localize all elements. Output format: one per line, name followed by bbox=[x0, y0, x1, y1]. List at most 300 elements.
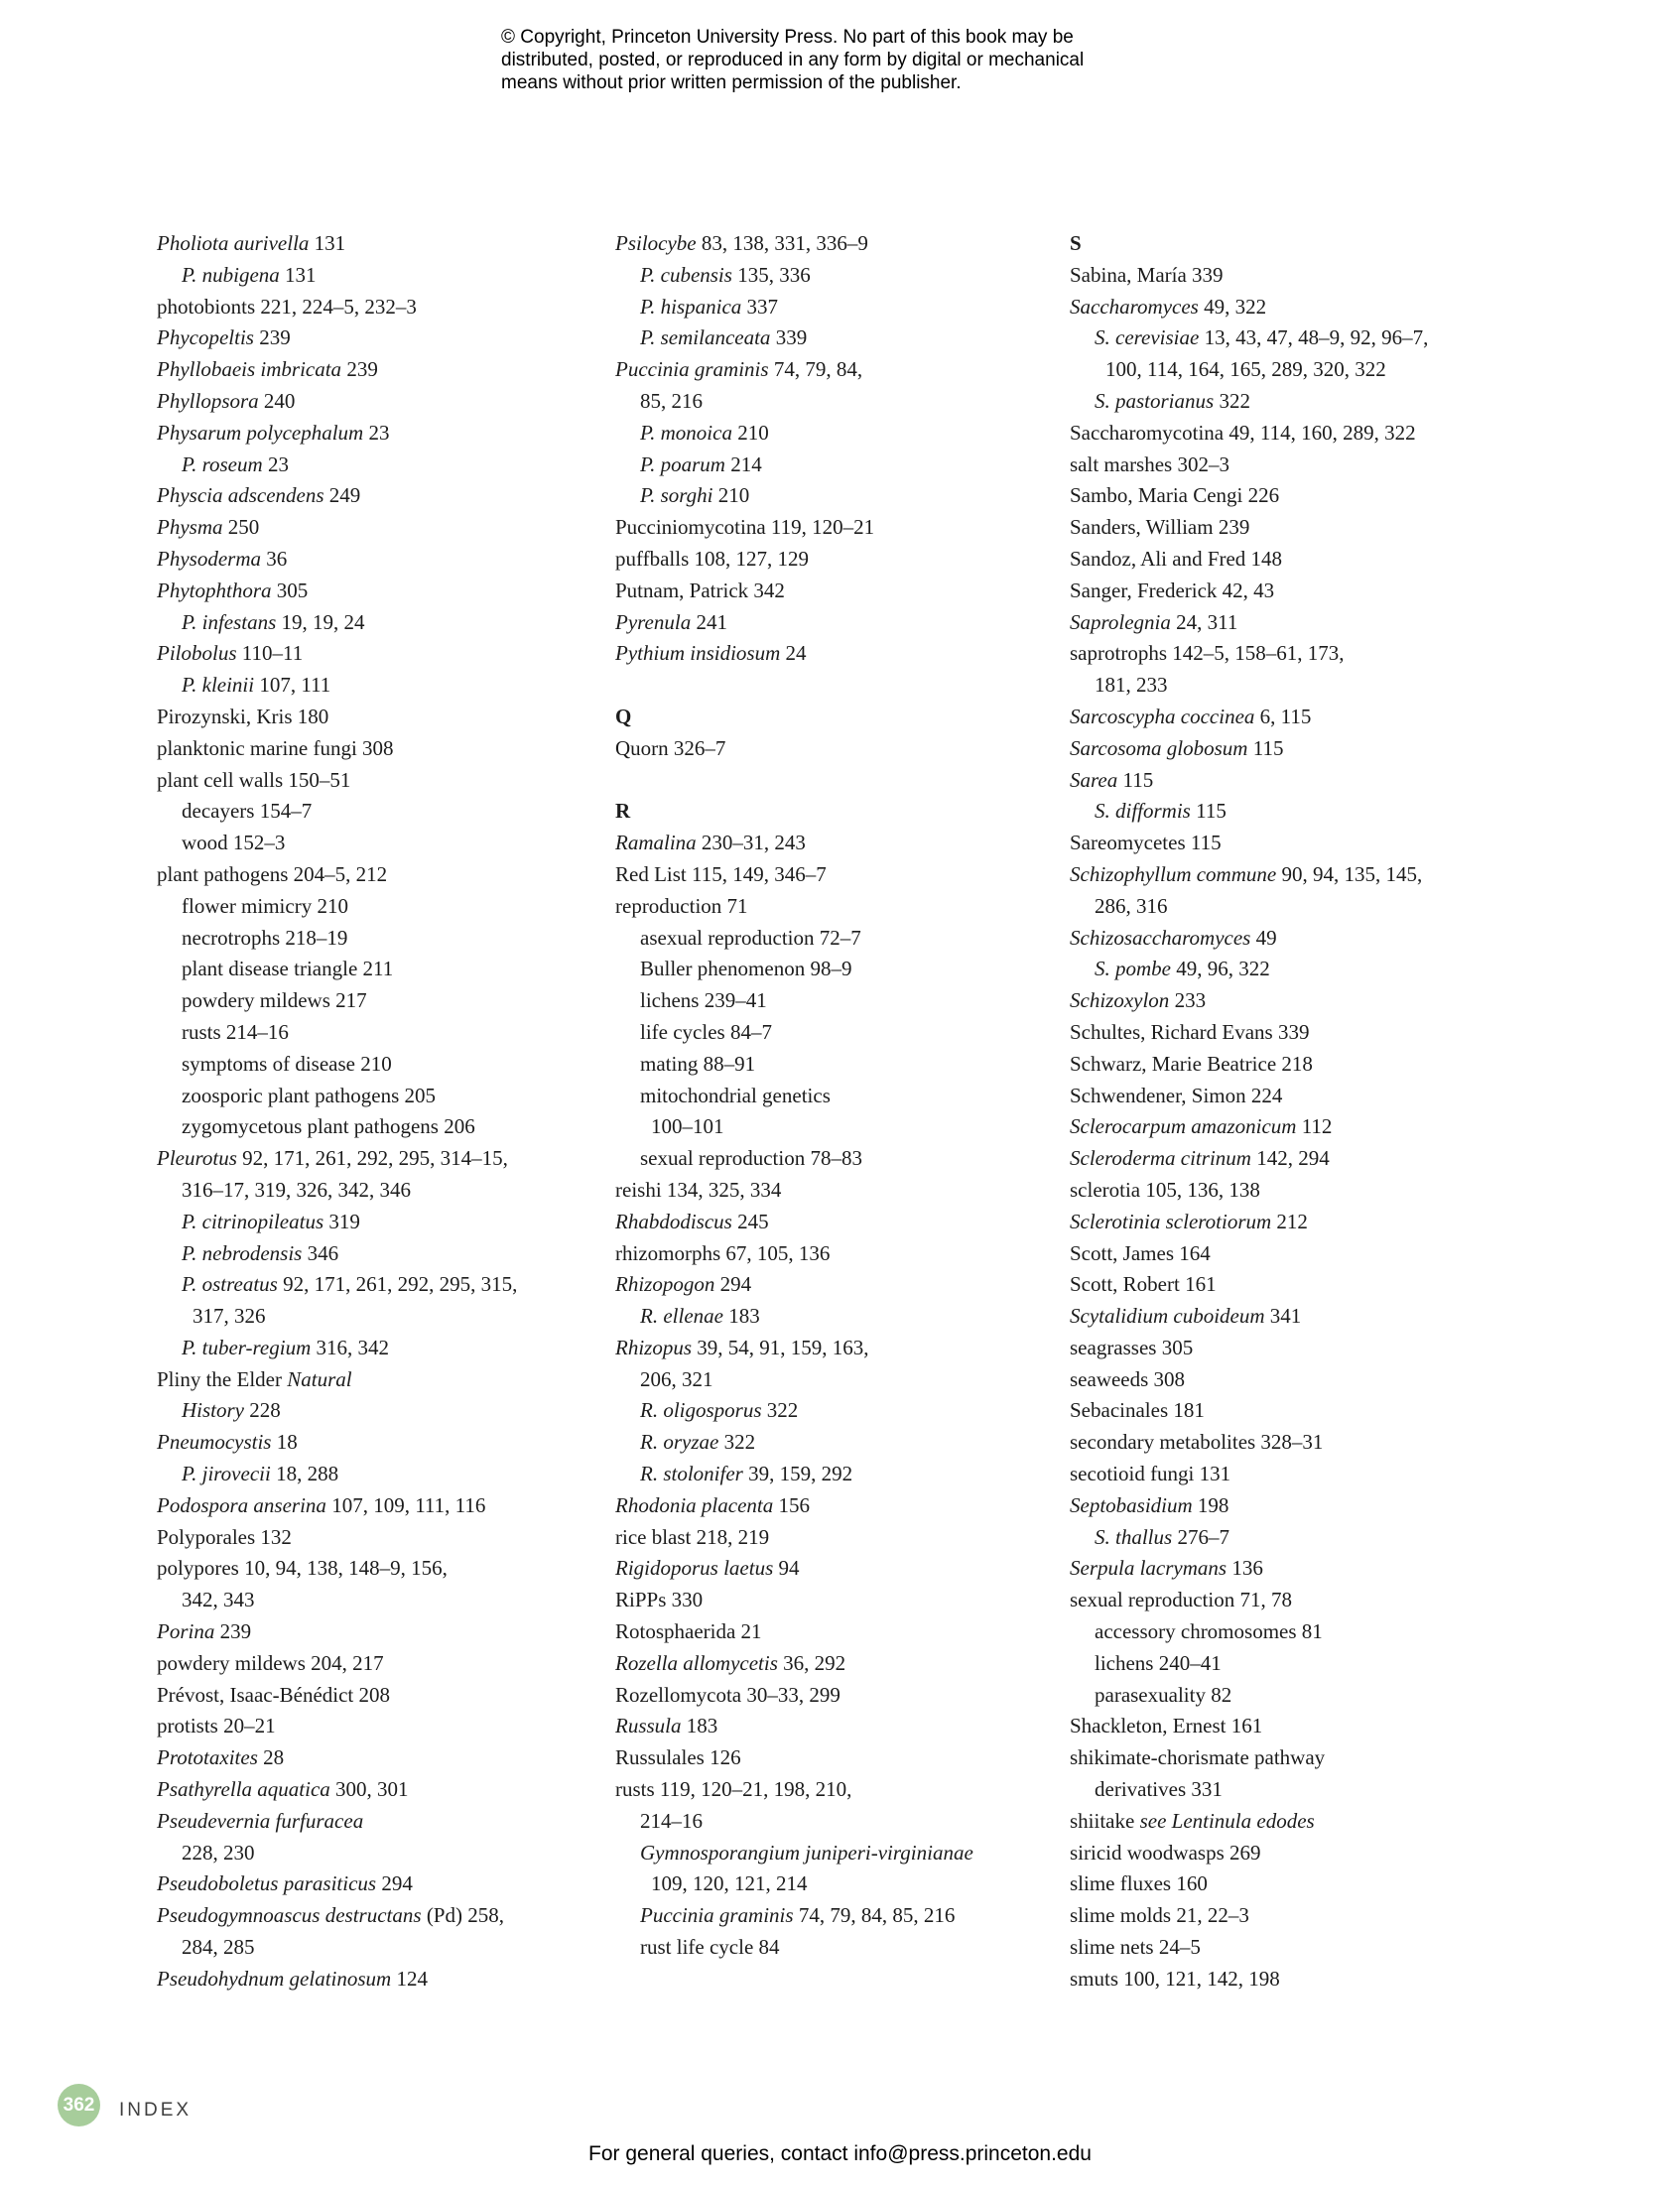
index-entry-text: 241 bbox=[691, 609, 727, 634]
index-entry-term-italic: Physma bbox=[157, 515, 223, 540]
index-entry-line bbox=[1070, 1081, 1546, 1112]
index-entry-line bbox=[1070, 638, 1546, 670]
index-entry-text: 18, 288 bbox=[270, 1462, 339, 1486]
index-entry-text: 124 bbox=[391, 1966, 428, 1991]
running-footer-section-label: INDEX bbox=[119, 2100, 193, 2121]
index-entry-text: 245 bbox=[731, 1209, 769, 1233]
index-entry-line bbox=[157, 1490, 633, 1522]
index-entry-term-italic: Rhabdodiscus bbox=[615, 1209, 732, 1233]
index-entry-term-italic: Schizophyllum commune bbox=[1070, 861, 1277, 886]
index-entry-term-italic: S. pastorianus bbox=[1095, 388, 1215, 413]
index-entry-line bbox=[615, 828, 1092, 859]
index-entry-line bbox=[157, 1301, 633, 1333]
index-entry-line bbox=[1070, 1364, 1546, 1396]
index-entry-line bbox=[1070, 859, 1546, 891]
index-entry-line bbox=[157, 1459, 633, 1490]
index-entry-text: lichens 239–41 bbox=[640, 988, 767, 1013]
index-entry-line bbox=[157, 1774, 633, 1806]
index-entry-text: decayers 154–7 bbox=[182, 799, 313, 824]
index-entry-text: 183 bbox=[722, 1304, 760, 1329]
index-entry-text: 322 bbox=[718, 1430, 756, 1455]
index-entry-text: 49 bbox=[1250, 925, 1277, 950]
index-entry-line bbox=[157, 354, 633, 386]
index-entry-line bbox=[157, 1585, 633, 1616]
index-entry-line bbox=[1070, 1238, 1546, 1270]
index-entry-line bbox=[615, 1616, 1092, 1648]
index-entry-text: 74, 79, 84, 85, 216 bbox=[793, 1903, 956, 1928]
index-entry-line bbox=[615, 1143, 1092, 1175]
index-entry-text: 210 bbox=[712, 483, 750, 508]
index-entry-term-italic: Phyllopsora bbox=[157, 388, 259, 413]
index-entry-text: 316–17, 319, 326, 342, 346 bbox=[182, 1177, 411, 1202]
index-entry-term-italic: Pyrenula bbox=[615, 609, 692, 634]
index-entry-term-italic: Saprolegnia bbox=[1070, 609, 1171, 634]
index-entry-line bbox=[615, 1585, 1092, 1616]
index-entry-text: 337 bbox=[741, 294, 779, 319]
index-entry-term-italic: Psilocybe bbox=[615, 231, 697, 255]
index-entry-line bbox=[615, 1207, 1092, 1238]
index-entry-line bbox=[615, 1017, 1092, 1049]
index-entry-text: rusts 214–16 bbox=[182, 1019, 289, 1044]
index-entry-line bbox=[157, 1742, 633, 1774]
index-entry-line bbox=[615, 386, 1092, 418]
index-entry-term-italic: Scytalidium cuboideum bbox=[1070, 1304, 1265, 1329]
index-entry-term-italic: Rhizopus bbox=[615, 1335, 693, 1359]
index-entry-line bbox=[615, 1238, 1092, 1270]
index-entry-text: 36 bbox=[260, 546, 288, 571]
index-entry-text: Shackleton, Ernest 161 bbox=[1070, 1714, 1263, 1738]
index-entry-line bbox=[157, 1868, 633, 1900]
index-entry-line bbox=[1070, 450, 1546, 481]
index-blank-line bbox=[615, 765, 1092, 797]
index-entry-term-italic: P. citrinopileatus bbox=[182, 1209, 324, 1233]
index-section-heading bbox=[615, 702, 1092, 733]
index-entry-text: 239 bbox=[214, 1619, 252, 1644]
index-entry-text: Scott, James 164 bbox=[1070, 1240, 1211, 1265]
index-entry-line bbox=[615, 228, 1092, 260]
index-entry-text: polypores 10, 94, 138, 148–9, 156, bbox=[157, 1556, 448, 1581]
index-entry-term-italic: Pseudoboletus parasiticus bbox=[157, 1871, 377, 1896]
index-entry-line bbox=[157, 1049, 633, 1081]
index-entry-line bbox=[157, 954, 633, 985]
index-entry-term-italic: P. monoica bbox=[640, 420, 732, 445]
index-entry-text: Saccharomycotina 49, 114, 160, 289, 322 bbox=[1070, 420, 1416, 445]
index-entry-line bbox=[615, 354, 1092, 386]
index-entry-line bbox=[1070, 1490, 1546, 1522]
index-entry-line bbox=[157, 638, 633, 670]
index-entry-line bbox=[157, 607, 633, 639]
index-entry-line bbox=[1070, 1427, 1546, 1459]
index-entry-line bbox=[1070, 354, 1546, 386]
index-entry-text: 109, 120, 121, 214 bbox=[651, 1871, 808, 1896]
copyright-line-1: © Copyright, Princeton University Press. No part of this book may be bbox=[501, 27, 1074, 48]
index-entry-term-italic: P. infestans bbox=[182, 609, 277, 634]
index-entry-text: 23 bbox=[363, 420, 390, 445]
index-entry-text: 94 bbox=[773, 1556, 800, 1581]
index-entry-text: Russulales 126 bbox=[615, 1745, 741, 1770]
copyright-notice bbox=[501, 26, 1084, 94]
index-entry-line bbox=[1070, 733, 1546, 765]
index-entry-text: seaweeds 308 bbox=[1070, 1366, 1186, 1391]
index-entry-text: 316, 342 bbox=[311, 1335, 389, 1359]
index-entry-text: flower mimicry 210 bbox=[182, 893, 348, 918]
index-entry-text: sclerotia 105, 136, 138 bbox=[1070, 1177, 1260, 1202]
index-entry-line bbox=[1070, 891, 1546, 923]
index-entry-text: 294 bbox=[714, 1272, 752, 1297]
index-entry-line bbox=[615, 322, 1092, 354]
index-entry-line bbox=[1070, 386, 1546, 418]
index-entry-term-italic: Sarcoscypha coccinea bbox=[1070, 704, 1255, 728]
index-entry-line bbox=[615, 859, 1092, 891]
index-entry-line bbox=[1070, 1806, 1546, 1838]
index-entry-text: 39, 54, 91, 159, 163, bbox=[692, 1335, 869, 1359]
index-entry-line bbox=[1070, 1017, 1546, 1049]
index-entry-text: Putnam, Patrick 342 bbox=[615, 578, 785, 602]
index-entry-text: Q bbox=[615, 704, 632, 728]
index-entry-term-italic: Sclerocarpum amazonicum bbox=[1070, 1114, 1297, 1139]
index-entry-line bbox=[1070, 1459, 1546, 1490]
index-entry-text: zoosporic plant pathogens 205 bbox=[182, 1083, 437, 1107]
index-entry-text: 85, 216 bbox=[640, 388, 703, 413]
index-entry-line bbox=[157, 1333, 633, 1364]
index-entry-line bbox=[1070, 1269, 1546, 1301]
index-entry-term-italic: P. kleinii bbox=[182, 673, 255, 698]
index-entry-text: necrotrophs 218–19 bbox=[182, 925, 348, 950]
index-entry-term-italic: P. nebrodensis bbox=[182, 1240, 303, 1265]
index-entry-text: 74, 79, 84, bbox=[768, 357, 863, 382]
index-entry-text: mating 88–91 bbox=[640, 1051, 756, 1076]
index-entry-text: Prévost, Isaac-Bénédict 208 bbox=[157, 1682, 391, 1707]
index-entry-line bbox=[1070, 1395, 1546, 1427]
index-entry-line bbox=[1070, 1774, 1546, 1806]
index-entry-term-italic: P. semilanceata bbox=[640, 325, 771, 350]
index-entry-text: wood 152–3 bbox=[182, 831, 286, 855]
index-entry-text: secotioid fungi 131 bbox=[1070, 1462, 1231, 1486]
index-entry-text: 322 bbox=[761, 1398, 799, 1423]
index-entry-text: 156 bbox=[773, 1492, 810, 1517]
index-entry-line bbox=[615, 1427, 1092, 1459]
index-entry-line bbox=[1070, 765, 1546, 797]
index-entry-text: 136 bbox=[1227, 1556, 1263, 1581]
index-entry-line bbox=[615, 1111, 1092, 1143]
index-entry-text: rust life cycle 84 bbox=[640, 1935, 780, 1960]
index-entry-line bbox=[157, 1838, 633, 1869]
index-entry-term-italic: P. tuber-regium bbox=[182, 1335, 312, 1359]
index-entry-text: 90, 94, 135, 145, bbox=[1276, 861, 1423, 886]
index-entry-text: 286, 316 bbox=[1095, 893, 1168, 918]
index-entry-term-italic: Serpula lacrymans bbox=[1070, 1556, 1228, 1581]
index-entry-text: 83, 138, 331, 336–9 bbox=[696, 231, 868, 255]
index-entry-term-italic: Schizosaccharomyces bbox=[1070, 925, 1251, 950]
index-entry-text: Schwarz, Marie Beatrice 218 bbox=[1070, 1051, 1313, 1076]
index-entry-term-italic: Sarea bbox=[1070, 767, 1118, 792]
index-entry-text: rice blast 218, 219 bbox=[615, 1524, 770, 1549]
index-entry-line bbox=[1070, 1207, 1546, 1238]
index-entry-term-italic: P. sorghi bbox=[640, 483, 713, 508]
index-entry-text: 284, 285 bbox=[182, 1935, 255, 1960]
index-entry-text: plant disease triangle 211 bbox=[182, 957, 394, 981]
index-entry-text: 39, 159, 292 bbox=[742, 1462, 853, 1486]
index-entry-text: 135, 336 bbox=[731, 262, 811, 287]
index-entry-line bbox=[1070, 1616, 1546, 1648]
index-entry-line bbox=[1070, 1111, 1546, 1143]
index-entry-line bbox=[1070, 1964, 1546, 1995]
index-entry-text: 210 bbox=[731, 420, 769, 445]
index-entry-text: planktonic marine fungi 308 bbox=[157, 735, 394, 760]
index-entry-text: slime molds 21, 22–3 bbox=[1070, 1903, 1249, 1928]
index-entry-line bbox=[157, 923, 633, 955]
index-entry-text: Sanger, Frederick 42, 43 bbox=[1070, 578, 1275, 602]
index-entry-term-italic: P. poarum bbox=[640, 451, 725, 476]
index-entry-line bbox=[157, 670, 633, 702]
index-entry-text: protists 20–21 bbox=[157, 1714, 276, 1738]
index-entry-line bbox=[157, 1175, 633, 1207]
index-entry-text: accessory chromosomes 81 bbox=[1095, 1619, 1323, 1644]
index-entry-text: 110–11 bbox=[236, 641, 304, 666]
index-entry-text: sexual reproduction 71, 78 bbox=[1070, 1588, 1292, 1612]
index-entry-line bbox=[615, 733, 1092, 765]
page-number-badge bbox=[58, 2084, 100, 2126]
index-entry-line bbox=[157, 1111, 633, 1143]
index-entry-text: life cycles 84–7 bbox=[640, 1019, 772, 1044]
index-entry-line bbox=[157, 702, 633, 733]
index-entry-text: 181, 233 bbox=[1095, 673, 1168, 698]
index-entry-term-italic: Pseudogymnoascus destructans bbox=[157, 1903, 422, 1928]
index-entry-term-italic: P. ostreatus bbox=[182, 1272, 278, 1297]
index-entry-line bbox=[1070, 670, 1546, 702]
index-entry-term-italic: Pneumocystis bbox=[157, 1430, 272, 1455]
index-entry-line bbox=[1070, 796, 1546, 828]
index-entry-text: 276–7 bbox=[1172, 1524, 1229, 1549]
index-entry-line bbox=[157, 1553, 633, 1585]
index-entry-text: powdery mildews 217 bbox=[182, 988, 367, 1013]
index-entry-text: secondary metabolites 328–31 bbox=[1070, 1430, 1324, 1455]
index-entry-line bbox=[1070, 544, 1546, 576]
index-entry-text: 240 bbox=[258, 388, 296, 413]
index-entry-text: 107, 109, 111, 116 bbox=[325, 1492, 486, 1517]
index-entry-text: Pliny the Elder bbox=[157, 1366, 288, 1391]
index-entry-line bbox=[615, 1900, 1092, 1932]
index-entry-term-italic: Podospora anserina bbox=[157, 1492, 326, 1517]
index-entry-text: rhizomorphs 67, 105, 136 bbox=[615, 1240, 831, 1265]
index-entry-line bbox=[1070, 985, 1546, 1017]
index-entry-term-italic: S. pombe bbox=[1095, 957, 1171, 981]
index-entry-term-italic: Septobasidium bbox=[1070, 1492, 1193, 1517]
index-entry-line bbox=[157, 576, 633, 607]
index-entry-text: Schultes, Richard Evans 339 bbox=[1070, 1019, 1310, 1044]
index-entry-line bbox=[1070, 1301, 1546, 1333]
index-entry-text: reishi 134, 325, 334 bbox=[615, 1177, 782, 1202]
index-entry-term-italic: Rozella allomycetis bbox=[615, 1650, 778, 1675]
index-entry-line bbox=[1070, 1868, 1546, 1900]
index-entry-text: seagrasses 305 bbox=[1070, 1335, 1194, 1359]
index-entry-line bbox=[615, 954, 1092, 985]
index-entry-text: reproduction 71 bbox=[615, 893, 748, 918]
index-entry-term-italic: Rhizopogon bbox=[615, 1272, 715, 1297]
index-entry-text: 198 bbox=[1192, 1492, 1229, 1517]
index-entry-term-italic: Physcia adscendens bbox=[157, 483, 324, 508]
index-entry-text: 19, 19, 24 bbox=[276, 609, 365, 634]
index-entry-line bbox=[1070, 1838, 1546, 1869]
index-entry-text: mitochondrial genetics bbox=[640, 1083, 831, 1107]
index-entry-text: Sabina, María 339 bbox=[1070, 262, 1224, 287]
index-entry-line bbox=[157, 733, 633, 765]
index-entry-text: 100–101 bbox=[651, 1114, 724, 1139]
index-entry-term-italic: P. cubensis bbox=[640, 262, 732, 287]
index-entry-term-italic: S. cerevisiae bbox=[1095, 325, 1200, 350]
index-entry-line bbox=[1070, 923, 1546, 955]
index-entry-term-italic: S. thallus bbox=[1095, 1524, 1173, 1549]
index-entry-line bbox=[615, 607, 1092, 639]
index-entry-text: saprotrophs 142–5, 158–61, 173, bbox=[1070, 641, 1345, 666]
index-entry-text: asexual reproduction 72–7 bbox=[640, 925, 861, 950]
index-entry-line bbox=[1070, 292, 1546, 323]
index-entry-term-italic: R. stolonifer bbox=[640, 1462, 743, 1486]
index-entry-text: sexual reproduction 78–83 bbox=[640, 1146, 862, 1171]
index-entry-line bbox=[157, 512, 633, 544]
index-entry-line bbox=[1070, 702, 1546, 733]
index-entry-line bbox=[615, 1680, 1092, 1712]
index-entry-term-italic: Physoderma bbox=[157, 546, 261, 571]
contact-line: For general queries, contact info@press.princeton.edu bbox=[588, 2142, 1092, 2165]
index-entry-text: salt marshes 302–3 bbox=[1070, 451, 1229, 476]
index-entry-line bbox=[615, 1932, 1092, 1964]
index-entry-line bbox=[157, 1207, 633, 1238]
index-entry-line bbox=[615, 450, 1092, 481]
index-entry-text: 214–16 bbox=[640, 1808, 703, 1833]
index-entry-term-italic: P. hispanica bbox=[640, 294, 742, 319]
index-entry-line bbox=[615, 544, 1092, 576]
index-entry-text: smuts 100, 121, 142, 198 bbox=[1070, 1966, 1280, 1991]
index-entry-term-italic: Sclerotinia sclerotiorum bbox=[1070, 1209, 1272, 1233]
index-entry-text: Rotosphaerida 21 bbox=[615, 1619, 762, 1644]
index-entry-text: 183 bbox=[681, 1714, 718, 1738]
index-entry-text: slime nets 24–5 bbox=[1070, 1935, 1201, 1960]
index-entry-line bbox=[157, 544, 633, 576]
index-entry-term-italic: Porina bbox=[157, 1619, 215, 1644]
index-entry-text: 212 bbox=[1271, 1209, 1308, 1233]
index-column-1 bbox=[157, 228, 633, 1995]
index-entry-text: shiitake bbox=[1070, 1808, 1140, 1833]
index-entry-text: 339 bbox=[770, 325, 808, 350]
index-entry-text: slime fluxes 160 bbox=[1070, 1871, 1208, 1896]
index-entry-text: Buller phenomenon 98–9 bbox=[640, 957, 852, 981]
index-entry-term-italic: S. difformis bbox=[1095, 799, 1191, 824]
index-entry-term-italic: Physarum polycephalum bbox=[157, 420, 364, 445]
index-entry-text: 49, 322 bbox=[1198, 294, 1267, 319]
index-entry-text: 142, 294 bbox=[1250, 1146, 1330, 1171]
index-entry-text: 228, 230 bbox=[182, 1840, 255, 1865]
index-entry-term-italic: R. ellenae bbox=[640, 1304, 723, 1329]
index-entry-term-italic: P. nubigena bbox=[182, 262, 280, 287]
index-entry-line bbox=[1070, 1175, 1546, 1207]
index-entry-text: siricid woodwasps 269 bbox=[1070, 1840, 1261, 1865]
index-column-3 bbox=[1070, 228, 1546, 1995]
index-entry-line bbox=[1070, 512, 1546, 544]
index-entry-term-italic: Pseudohydnum gelatinosum bbox=[157, 1966, 392, 1991]
index-entry-text: lichens 240–41 bbox=[1095, 1650, 1222, 1675]
index-entry-line bbox=[615, 638, 1092, 670]
index-entry-line bbox=[615, 1490, 1092, 1522]
index-entry-term-italic: Saccharomyces bbox=[1070, 294, 1199, 319]
index-entry-term-italic: Pseudevernia furfuracea bbox=[157, 1808, 364, 1833]
index-entry-line bbox=[1070, 607, 1546, 639]
index-entry-text: 239 bbox=[341, 357, 378, 382]
index-entry-term-italic: R. oryzae bbox=[640, 1430, 719, 1455]
index-entry-text: zygomycetous plant pathogens 206 bbox=[182, 1114, 475, 1139]
index-entry-line bbox=[1070, 1680, 1546, 1712]
index-entry-line bbox=[157, 260, 633, 292]
index-entry-line bbox=[157, 796, 633, 828]
index-entry-text: 112 bbox=[1296, 1114, 1333, 1139]
index-entry-line bbox=[615, 1553, 1092, 1585]
index-entry-text: photobionts 221, 224–5, 232–3 bbox=[157, 294, 417, 319]
index-entry-line bbox=[157, 386, 633, 418]
index-entry-line bbox=[615, 1269, 1092, 1301]
index-entry-text: 49, 96, 322 bbox=[1171, 957, 1270, 981]
index-entry-line bbox=[1070, 954, 1546, 985]
index-entry-line bbox=[157, 1364, 633, 1396]
index-entry-term-italic: Ramalina bbox=[615, 831, 697, 855]
copyright-line-3: means without prior written permission of the publisher. bbox=[501, 72, 962, 93]
index-entry-term-italic: Prototaxites bbox=[157, 1745, 258, 1770]
index-entry-text: 36, 292 bbox=[777, 1650, 846, 1675]
index-entry-term-italic: P. jirovecii bbox=[182, 1462, 271, 1486]
index-entry-line bbox=[615, 1774, 1092, 1806]
index-entry-text: derivatives 331 bbox=[1095, 1777, 1223, 1802]
index-entry-term-italic: Russula bbox=[615, 1714, 682, 1738]
index-entry-text: 24, 311 bbox=[1170, 609, 1238, 634]
index-entry-line bbox=[157, 1522, 633, 1554]
index-entry-text: RiPPs 330 bbox=[615, 1588, 704, 1612]
index-entry-term-italic: Pilobolus bbox=[157, 641, 237, 666]
index-entry-line bbox=[615, 1081, 1092, 1112]
index-entry-text: 28 bbox=[257, 1745, 285, 1770]
index-entry-text: 230–31, 243 bbox=[696, 831, 806, 855]
index-entry-line bbox=[1070, 1333, 1546, 1364]
index-entry-term-italic: P. roseum bbox=[182, 451, 263, 476]
index-entry-line bbox=[1070, 1585, 1546, 1616]
index-entry-text: 107, 111 bbox=[254, 673, 331, 698]
index-blank-line bbox=[615, 670, 1092, 702]
index-entry-text: 317, 326 bbox=[193, 1304, 266, 1329]
index-entry-line bbox=[615, 480, 1092, 512]
index-entry-text: 131 bbox=[279, 262, 317, 287]
index-entry-text: 206, 321 bbox=[640, 1366, 713, 1391]
index-entry-text: shikimate-chorismate pathway bbox=[1070, 1745, 1326, 1770]
index-entry-line bbox=[157, 765, 633, 797]
index-entry-line bbox=[157, 1427, 633, 1459]
index-entry-line bbox=[1070, 418, 1546, 450]
index-entry-text: Sareomycetes 115 bbox=[1070, 831, 1222, 855]
index-section-heading bbox=[1070, 228, 1546, 260]
index-entry-line bbox=[157, 1680, 633, 1712]
index-entry-text: S bbox=[1070, 231, 1082, 255]
index-entry-line bbox=[1070, 1553, 1546, 1585]
index-entry-text: 346 bbox=[302, 1240, 339, 1265]
index-entry-line bbox=[1070, 1900, 1546, 1932]
index-entry-line bbox=[157, 480, 633, 512]
index-entry-line bbox=[1070, 1932, 1546, 1964]
index-entry-text: 249 bbox=[323, 483, 361, 508]
index-entry-text: Sandoz, Ali and Fred 148 bbox=[1070, 546, 1283, 571]
index-entry-line bbox=[615, 1049, 1092, 1081]
index-entry-line bbox=[1070, 260, 1546, 292]
index-entry-line bbox=[157, 292, 633, 323]
index-entry-line bbox=[615, 292, 1092, 323]
index-entry-text: 6, 115 bbox=[1254, 704, 1312, 728]
index-entry-line bbox=[157, 322, 633, 354]
